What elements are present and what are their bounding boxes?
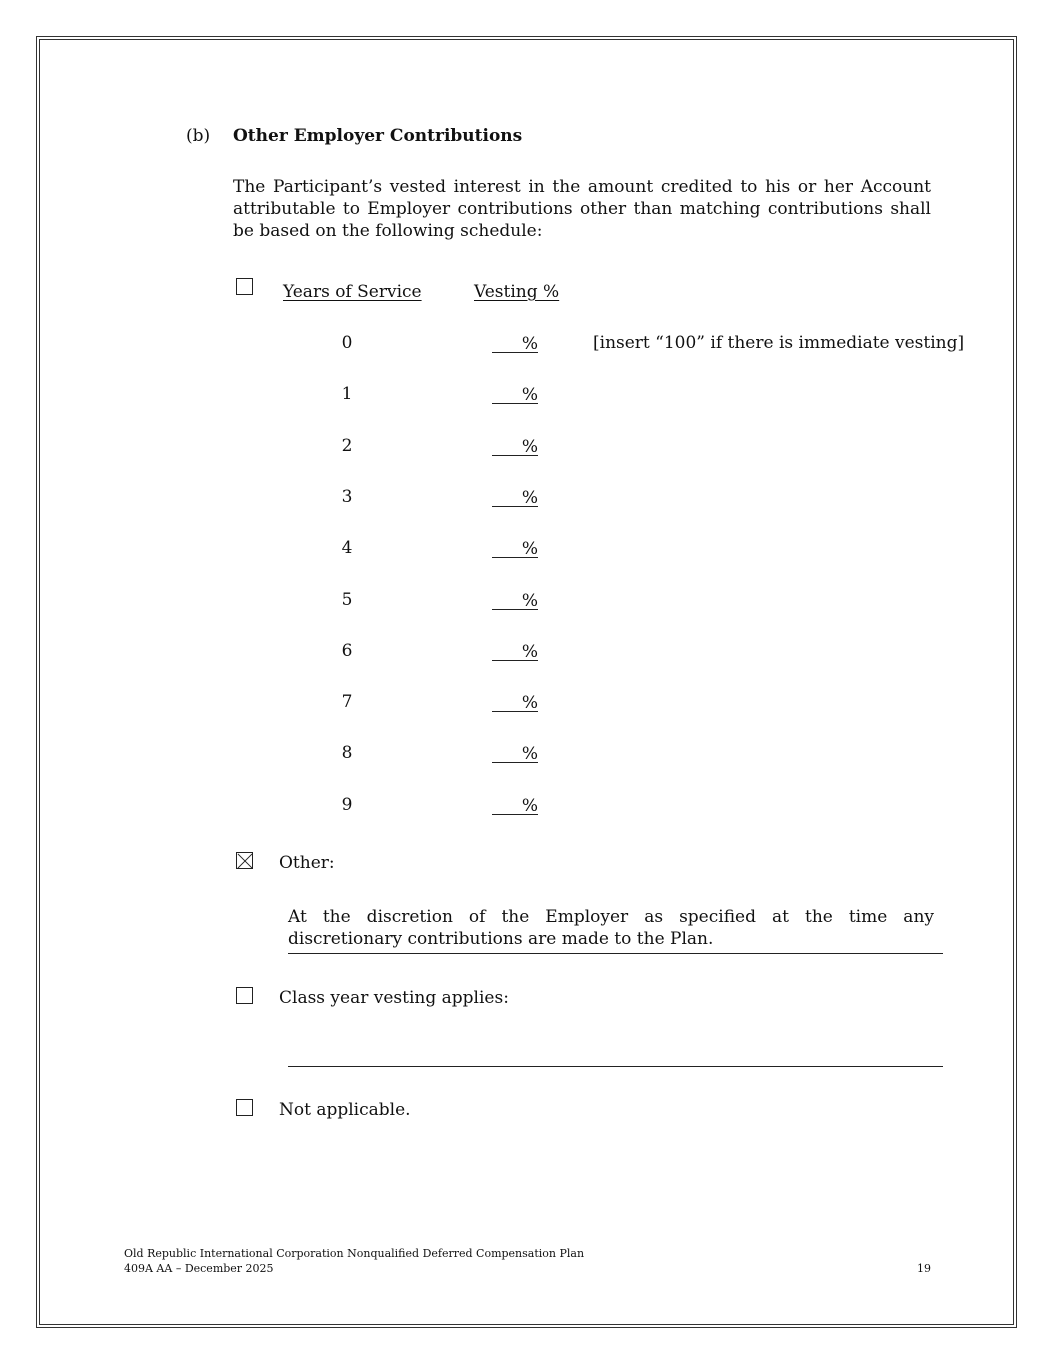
vesting-percent-sign: %: [521, 642, 538, 662]
class-year-blank-line: [288, 1066, 943, 1067]
vesting-percent-sign: %: [521, 796, 538, 816]
section-marker: (b): [186, 126, 211, 146]
vesting-percent-field[interactable]: [492, 691, 538, 712]
years-of-service-value: 2: [341, 436, 353, 456]
footer-document-date: 409A AA – December 2025: [124, 1262, 274, 1275]
years-of-service-value: 1: [341, 384, 353, 404]
footer-plan-name: Old Republic International Corporation Nonqualified Deferred Compensation Plan: [124, 1247, 585, 1260]
vesting-percent-sign: %: [521, 334, 538, 354]
vesting-percent-field[interactable]: [492, 383, 538, 404]
vesting-percent-field[interactable]: [492, 640, 538, 661]
years-of-service-value: 5: [341, 590, 353, 610]
vesting-percent-field[interactable]: [492, 742, 538, 763]
years-of-service-value: 9: [341, 795, 353, 815]
not-applicable-label: Not applicable.: [279, 1100, 411, 1120]
section-heading: Other Employer Contributions: [233, 126, 523, 146]
footer-page-number: 19: [917, 1262, 931, 1275]
years-of-service-header: Years of Service: [283, 282, 422, 302]
years-of-service-value: 4: [341, 538, 353, 558]
class-year-checkbox[interactable]: [236, 987, 253, 1004]
other-text[interactable]: At the discretion of the Employer as specified at the time any discretionary contributions are made to the Plan.: [288, 907, 934, 949]
vesting-percent-field[interactable]: [492, 332, 538, 353]
vesting-percent-field[interactable]: [492, 486, 538, 507]
not-applicable-checkbox[interactable]: [236, 1099, 253, 1116]
vesting-percent-sign: %: [521, 591, 538, 611]
years-of-service-value: 0: [341, 333, 353, 353]
vesting-percent-sign: %: [521, 488, 538, 508]
vesting-percent-sign: %: [521, 437, 538, 457]
years-of-service-value: 3: [341, 487, 353, 507]
other-checkbox[interactable]: [236, 852, 253, 869]
vesting-percent-sign: %: [521, 539, 538, 559]
vesting-percent-field[interactable]: [492, 794, 538, 815]
section-intro-paragraph: The Participant’s vested interest in the amount credited to his or her Account attributable to Employer contributions other than matching contributions shall be based on the following schedule:: [233, 177, 931, 241]
years-of-service-value: 7: [341, 692, 353, 712]
vesting-percent-header: Vesting %: [474, 282, 560, 302]
vesting-percent-field[interactable]: [492, 589, 538, 610]
other-label: Other:: [279, 853, 335, 873]
other-text-underline: [288, 953, 943, 954]
schedule-checkbox[interactable]: [236, 278, 253, 295]
vesting-percent-field[interactable]: [492, 537, 538, 558]
years-of-service-value: 8: [341, 743, 353, 763]
years-of-service-value: 6: [341, 641, 353, 661]
vesting-percent-sign: %: [521, 693, 538, 713]
class-year-label: Class year vesting applies:: [279, 988, 509, 1008]
vesting-percent-sign: %: [521, 744, 538, 764]
vesting-percent-sign: %: [521, 385, 538, 405]
immediate-vesting-note: [insert “100” if there is immediate vesting]: [593, 333, 965, 353]
vesting-percent-field[interactable]: [492, 435, 538, 456]
